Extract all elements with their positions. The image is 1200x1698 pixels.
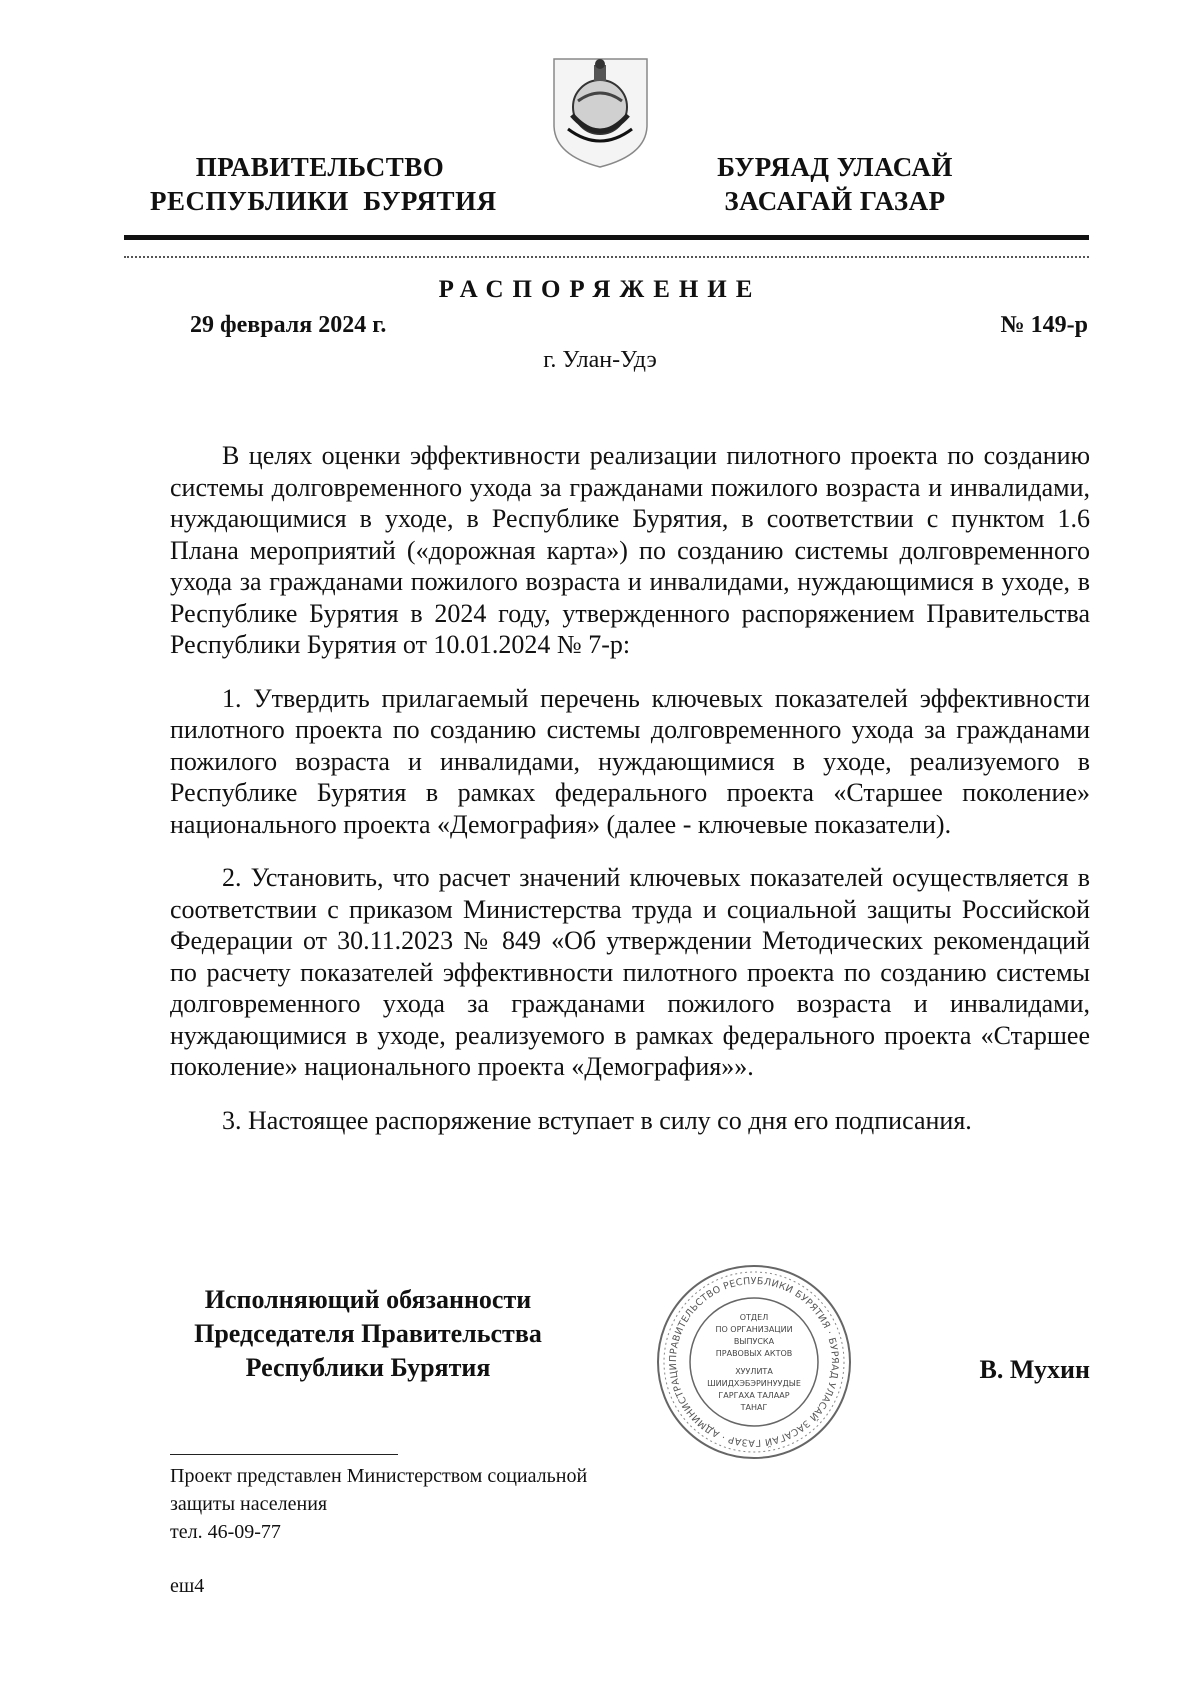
header-right-line1: БУРЯАД УЛАСАЙ	[717, 152, 953, 182]
stamp-ring-text: ПРАВИТЕЛЬСТВО РЕСПУБЛИКИ БУРЯТИЯ · БУРЯАД УЛАСАЙ ЗАСАГАЙ ГАЗАР · АДМИНИСТРАЦИ	[667, 1275, 841, 1449]
item-2-paragraph: 2. Установить, что расчет значений ключевых показателей осуществляется в соответствии с приказом Министерства труда и социальной защиты Российской Федерации от 30.11.2023 № 849 «Об утверждении Методических рекомендаций по расчету показателей эффективности пилотного проекта по созданию системы долговременного ухода за гражданами пожилого возраста и инвалидами, нуждающимися в уходе, реализуемого в рамках федерального проекта «Старшее поколение» национального проекта «Демография»».	[170, 863, 1090, 1081]
header-rule	[124, 235, 1089, 240]
footer-phone: тел. 46-09-77	[170, 1521, 281, 1543]
signature-title	[168, 1283, 568, 1385]
footer-line1: Проект представлен Министерством социальной	[170, 1465, 588, 1487]
stamp-center-line6: ШИИДХЭБЭРИНУУДЫЕ	[707, 1379, 801, 1388]
signature-line2: Председателя Правительства	[194, 1319, 542, 1348]
footer-note	[170, 1462, 587, 1546]
official-stamp	[654, 1262, 854, 1462]
footer-rule	[170, 1454, 398, 1455]
header-right-line2: ЗАСАГАЙ ГАЗАР	[724, 186, 946, 216]
signature-line1: Исполняющий обязанности	[204, 1285, 532, 1314]
document-body	[170, 440, 1090, 1136]
stamp-center-line4: ПРАВОВЫХ АКТОВ	[715, 1349, 793, 1358]
emblem	[548, 55, 653, 170]
stamp-seal-icon	[654, 1262, 854, 1462]
preamble-paragraph: В целях оценки эффективности реализации пилотного проекта по созданию системы долговременного ухода за гражданами пожилого возраста и инвалидами, нуждающимися в уходе, в Республике Бурятия, в соответствии с пунктом 1.6 Плана мероприятий («дорожная карта») по созданию системы долговременного ухода за гражданами пожилого возраста и инвалидами, нуждающимися в уходе, в Республике Бурятия в 2024 году, утвержденного распоряжением Правительства Республики Бурятия от 10.01.2024 № 7-р:	[170, 441, 1090, 659]
document-number: № 149-р	[1000, 312, 1088, 338]
header-dotted-rule	[124, 256, 1089, 258]
footer-line2: защиты населения	[170, 1493, 328, 1515]
item-3-paragraph: 3. Настоящее распоряжение вступает в силу со дня его подписания.	[222, 1105, 972, 1135]
coat-of-arms-icon	[548, 55, 653, 170]
document-city: г. Улан-Удэ	[543, 347, 657, 373]
stamp-center-line8: ТАНАГ	[740, 1403, 768, 1412]
footer-code: еш4	[170, 1575, 205, 1597]
stamp-center-line7: ГАРГАХА ТАЛААР	[718, 1391, 790, 1400]
signatory-name: В. Мухин	[979, 1355, 1090, 1384]
header-right	[705, 150, 965, 218]
item-1-paragraph: 1. Утвердить прилагаемый перечень ключевых показателей эффективности пилотного проекта по созданию системы долговременного ухода за гражданами пожилого возраста и инвалидами, нуждающимися в уходе, реализуемого в Республике Бурятия в рамках федерального проекта «Старшее поколение» национального проекта «Демография» (далее - ключевые показатели).	[170, 683, 1090, 839]
stamp-center-line5: ХУУЛИТА	[735, 1367, 773, 1376]
header-left-line2: РЕСПУБЛИКИ БУРЯТИЯ	[150, 186, 497, 216]
header-left-line1: ПРАВИТЕЛЬСТВО	[195, 152, 445, 182]
document-type: РАСПОРЯЖЕНИЕ	[438, 276, 762, 303]
header-left	[150, 150, 497, 218]
stamp-center-line3: ВЫПУСКА	[733, 1337, 775, 1346]
signature-line3: Республики Бурятия	[245, 1353, 491, 1382]
stamp-center-line1: ОТДЕЛ	[739, 1313, 769, 1322]
document-date: 29 февраля 2024 г.	[190, 312, 387, 338]
stamp-center-line2: ПО ОРГАНИЗАЦИИ	[715, 1325, 793, 1334]
